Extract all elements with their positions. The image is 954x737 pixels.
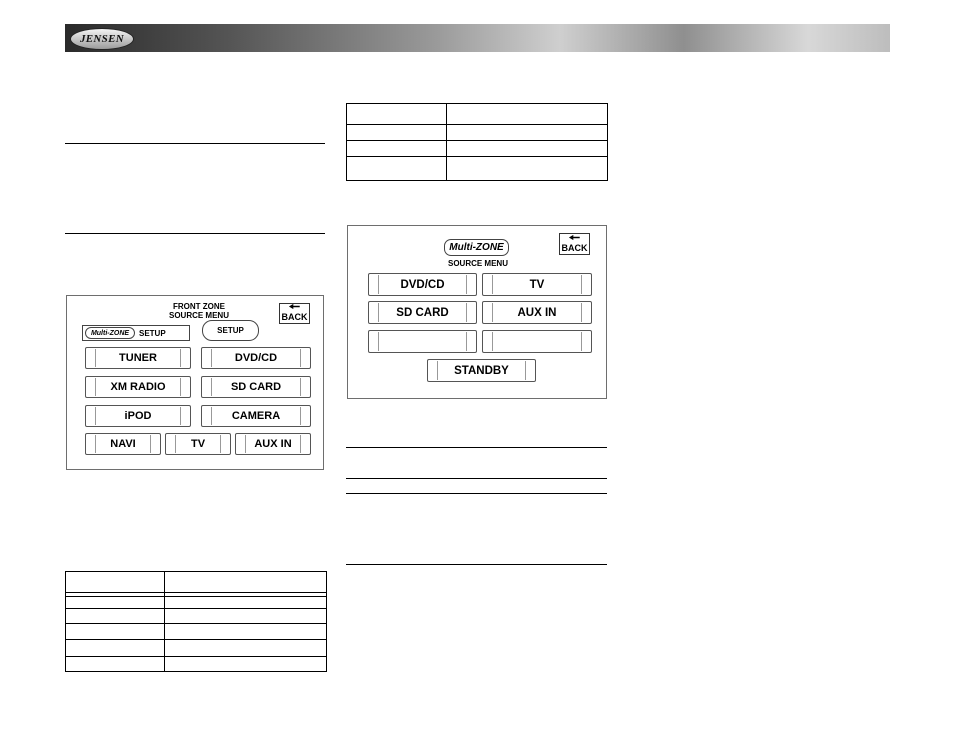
table-row-divider <box>66 656 326 657</box>
dvd-cd-button[interactable] <box>201 347 311 369</box>
aux-in-button[interactable] <box>482 301 592 324</box>
table-row-divider <box>347 156 607 157</box>
back-label: BACK <box>561 243 588 253</box>
section-rule <box>65 143 325 144</box>
button-label: DVD/CD <box>234 352 278 364</box>
sd-card-button[interactable] <box>201 376 311 398</box>
table-row-divider <box>347 124 607 125</box>
tv-button[interactable] <box>482 273 592 296</box>
button-label: XM RADIO <box>110 381 166 393</box>
left-arrow-icon: 🠔 <box>568 230 581 245</box>
back-button[interactable] <box>559 230 590 255</box>
button-label: AUX IN <box>254 438 292 450</box>
setup-button[interactable] <box>202 320 259 341</box>
section-rule <box>65 233 325 234</box>
button-label: SD CARD <box>396 306 449 319</box>
tuner-button[interactable] <box>85 347 191 369</box>
table-row-divider <box>66 596 326 597</box>
table-row-divider <box>66 639 326 640</box>
multizone-badge <box>444 239 509 256</box>
front-zone-source-menu <box>66 295 324 470</box>
left-arrow-icon: 🠔 <box>288 299 301 314</box>
table-row-divider <box>66 608 326 609</box>
screen-title <box>159 302 239 320</box>
section-rule <box>346 447 607 448</box>
button-label: TV <box>190 438 206 450</box>
subtitle-text: SOURCE MENU <box>447 259 508 268</box>
table-row-divider <box>66 592 326 593</box>
multizone-source-menu <box>347 225 607 399</box>
setup-label: SETUP <box>217 326 244 335</box>
button-label: TV <box>529 278 545 291</box>
left-table <box>65 571 327 672</box>
section-rule <box>346 478 607 479</box>
multizone-badge: Multi-ZONE <box>85 327 135 339</box>
multizone-label: Multi-ZONE <box>449 242 504 253</box>
dvd-cd-button[interactable] <box>368 273 477 296</box>
button-label: NAVI <box>110 438 136 450</box>
sd-card-button[interactable] <box>368 301 477 324</box>
jensen-logo-icon <box>70 28 134 50</box>
button-label: AUX IN <box>517 306 557 319</box>
button-label: STANDBY <box>454 364 509 377</box>
title-line-1: FRONT ZONE <box>173 302 225 311</box>
standby-button[interactable] <box>427 359 536 382</box>
section-rule <box>346 493 607 494</box>
back-label: BACK <box>281 312 308 322</box>
table-row-divider <box>66 623 326 624</box>
ipod-button[interactable] <box>85 405 191 427</box>
tv-button[interactable] <box>165 433 231 455</box>
empty-button[interactable] <box>368 330 477 353</box>
section-rule <box>346 564 607 565</box>
button-label: CAMERA <box>231 410 281 422</box>
back-button[interactable] <box>279 299 310 324</box>
empty-button[interactable] <box>482 330 592 353</box>
aux-in-button[interactable] <box>235 433 311 455</box>
button-label: TUNER <box>119 352 157 364</box>
screen-subtitle <box>426 259 530 268</box>
title-line-2: SOURCE MENU <box>168 311 229 320</box>
multizone-setup-button[interactable] <box>82 325 190 341</box>
xm-radio-button[interactable] <box>85 376 191 398</box>
button-label: iPOD <box>124 410 152 422</box>
header-bar <box>65 24 890 52</box>
button-label: SD CARD <box>230 381 282 393</box>
button-label: DVD/CD <box>400 278 445 291</box>
table-divider <box>446 104 447 180</box>
multizone-setup-label: SETUP <box>139 328 166 338</box>
logo-text: JENSEN <box>80 33 124 45</box>
camera-button[interactable] <box>201 405 311 427</box>
right-table <box>346 103 608 181</box>
table-row-divider <box>347 140 607 141</box>
navi-button[interactable] <box>85 433 161 455</box>
